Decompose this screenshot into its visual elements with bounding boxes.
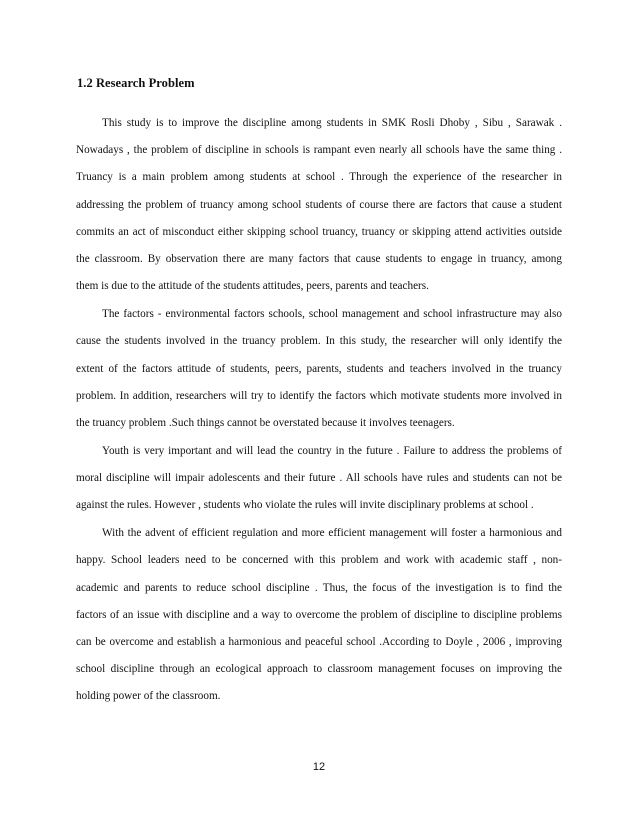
text-line: Nowadays , the problem of discipline in schools is rampant even nearly all schools have the same thing . [76, 144, 562, 157]
paragraph-4 [76, 528, 562, 703]
text-line: can be overcome and establish a harmonious and peaceful school .According to Doyle , 2006 , improving [76, 636, 562, 648]
text-line: The factors - environmental factors schools, school management and school infrastructure may also [102, 308, 562, 321]
text-line: extent of the factors attitude of students, peers, parents, students and teachers involved in the truancy [76, 362, 562, 375]
text-line: school discipline through an ecological approach to classroom management focuses on improving the [76, 663, 562, 676]
text-line: This study is to improve the discipline among students in SMK Rosli Dhoby , Sibu , Sarawak . [102, 117, 562, 129]
text-line: the truancy problem .Such things cannot be overstated because it involves teenagers. [76, 416, 455, 429]
body-text [76, 118, 562, 719]
paragraph-2 [76, 309, 562, 429]
text-line: problem. In addition, researchers will try to identify the factors which motivate students more involved in [76, 389, 562, 402]
paragraph-1 [76, 118, 562, 293]
text-line: the classroom. By observation there are many factors that cause students to engage in truancy, among [76, 252, 562, 265]
text-line: moral discipline will impair adolescents and their future . All schools have rules and students can not be [76, 472, 562, 485]
section-heading: 1.2 Research Problem [77, 76, 195, 90]
text-line: commits an act of misconduct either skipping school truancy, truancy or skipping attend activities outside [76, 225, 562, 238]
text-line: them is due to the attitude of the students attitudes, peers, parents and teachers. [76, 280, 429, 293]
text-line: cause the students involved in the truancy problem. In this study, the researcher will only identify the [76, 335, 562, 348]
paragraph-3 [76, 446, 562, 512]
page-number: 12 [312, 761, 326, 773]
text-line: factors of an issue with discipline and a way to overcome the problem of discipline to discipline problems [76, 608, 562, 621]
text-line: Youth is very important and will lead the country in the future . Failure to address the problems of [102, 444, 562, 457]
text-line: addressing the problem of truancy among school students of course there are factors that cause a student [76, 198, 562, 211]
text-line: holding power of the classroom. [76, 690, 221, 703]
text-line: With the advent of efficient regulation and more efficient management will foster a harmonious and [102, 527, 562, 540]
text-line: happy. School leaders need to be concerned with this problem and work with academic staff , non- [76, 554, 562, 567]
text-line: against the rules. However , students who violate the rules will invite disciplinary problems at school . [76, 499, 534, 512]
text-line: Truancy is a main problem among students at school . Through the experience of the researcher in [76, 171, 562, 184]
text-line: academic and parents to reduce school discipline . Thus, the focus of the investigation is to find the [76, 581, 562, 594]
